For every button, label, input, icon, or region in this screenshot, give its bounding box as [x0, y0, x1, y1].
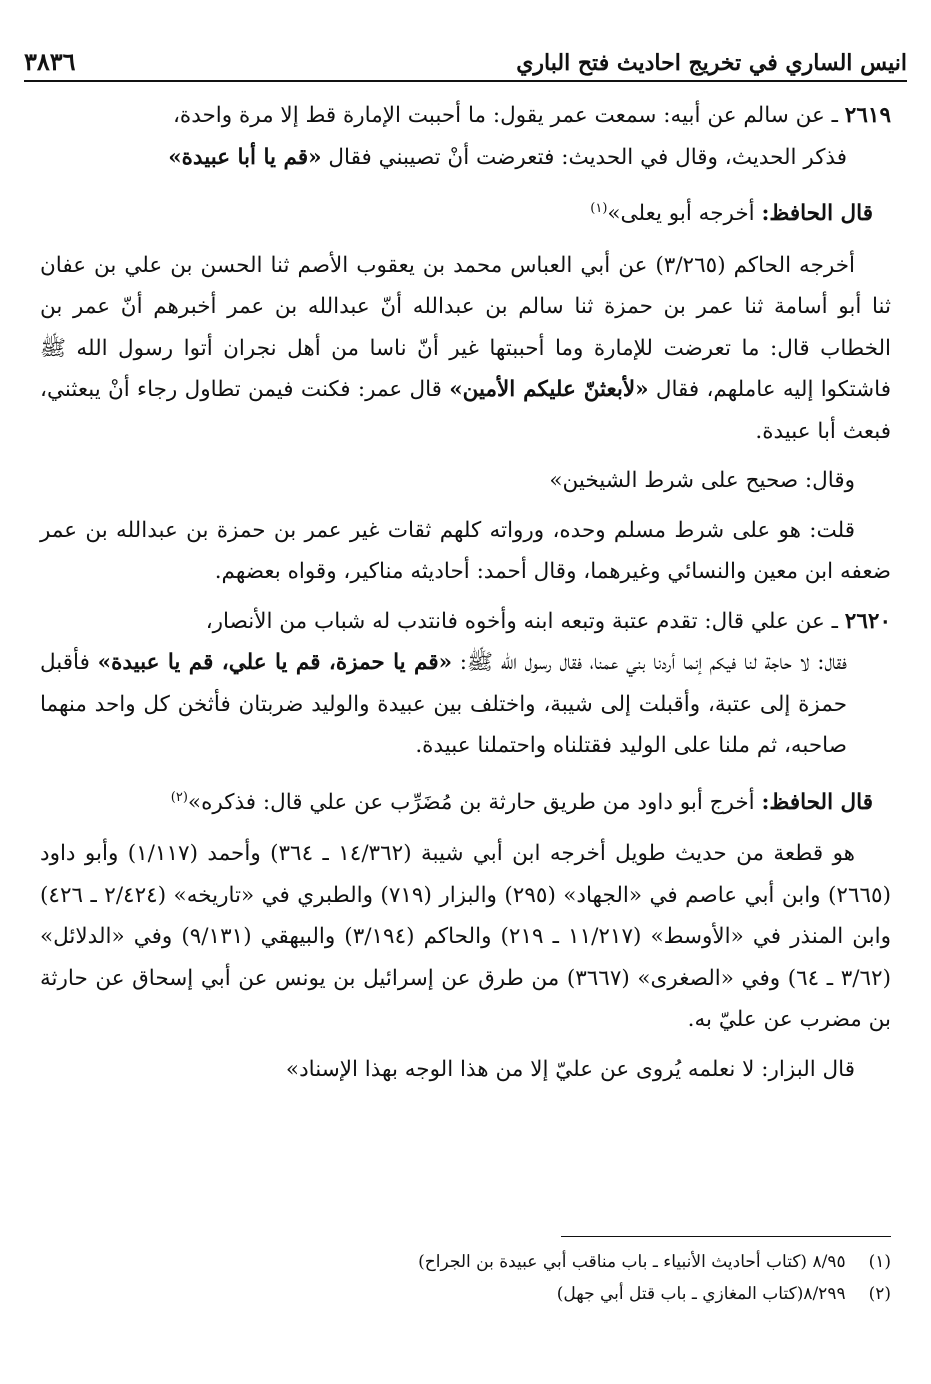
footnotes [40, 1246, 891, 1310]
takhrij-paragraph-4: هو قطعة من حديث طويل أخرجه ابن أبي شيبة (١٤/٣٦٢ ـ ٣٦٤) وأحمد (١/١١٧) وأبو داود (٢٦٦٥) وابن أبي عاصم في «الجهاد» (٢٩٥) والبزار (٧١٩) والطبري في «تاريخه» (٢/٤٢٤ ـ ٤٢٦) وابن المنذر في «الأوسط» (١١/٢١٧ ـ ٢١٩) والحاكم (٣/١٩٤) والبيهقي (٩/١٣١) وفي «الدلائل» (٣/٦٢ ـ ٦٤) وفي «الصغرى» (٣٦٦٧) من طرق عن إسرائيل بن يونس عن أبي إسحاق عن حارثة بن مضرب عن عليّ به. [40, 841, 892, 1033]
footnote-text: ٨/٢٩٩(كتاب المغازي ـ باب قتل أبي جهل) [556, 1284, 846, 1304]
hadith-number: ٢٦٢٠ [844, 608, 891, 634]
footnote-2 [40, 1278, 891, 1310]
hafidh-label: قال الحافظ: [761, 201, 873, 227]
hafidh-label: قال الحافظ: [761, 789, 873, 815]
hadith-2620 [40, 601, 891, 767]
footnote-divider [561, 1236, 891, 1237]
hafidh-statement-1 [40, 188, 891, 235]
hadith-2619 [40, 95, 891, 178]
prophetic-quote: «لأبعثنّ عليكم الأمين» [449, 377, 649, 403]
footnote-ref-2: (٢) [170, 789, 188, 805]
takhrij-paragraph-5: قال البزار: لا نعلمه يُروى عن عليّ إلا من هذا الوجه بهذا الإسناد» [285, 1056, 855, 1082]
book-title: انيس الساري في تخريج احاديث فتح الباري [516, 50, 907, 76]
footnote-number: (١) [868, 1252, 891, 1272]
paragraph-text: قال عمر: فكنت فيمن تطاول رجاء أنْ يبعثني، فبعث أبا عبيدة. [40, 377, 891, 444]
page-header [24, 34, 907, 82]
hafidh-statement-2 [40, 777, 891, 824]
hadith-text: فذكر الحديث، وقال في الحديث: فتعرضت أنْ تصيبني فقال [328, 144, 847, 170]
takhrij-paragraph-2: وقال: صحيح على شرط الشيخين» [549, 468, 855, 494]
hadith-text: فقال: لا حاجة لنا فيكم إنما أردنا بني عمنا، فقال رسول الله ﷺ: [459, 650, 847, 676]
footnote-number: (٢) [868, 1284, 891, 1304]
hadith-text: فأقبل حمزة إلى عتبة، وأقبلت إلى شيبة، واختلف بين عبيدة والوليد ضربتان فأثخن كل واحد منهما صاحبه، ثم ملنا على الوليد فقتلناه واحتملنا عبيدة. [40, 650, 847, 759]
takhrij-paragraph-1 [40, 245, 891, 453]
prophetic-quote: «قم يا حمزة، قم يا علي، قم يا عبيدة» [97, 650, 453, 676]
footnote-ref-1: (١) [590, 201, 608, 216]
footnote-1 [40, 1246, 891, 1278]
hadith-text: ـ عن علي قال: تقدم عتبة وتبعه ابنه وأخوه فانتدب له شباب من الأنصار، [205, 608, 838, 634]
hafidh-text: أخرجه أبو يعلى» [607, 201, 755, 227]
hadith-number: ٢٦١٩ [844, 103, 891, 128]
hafidh-text: أخرج أبو داود من طريق حارثة بن مُضَرِّب عن علي قال: فذكره» [187, 789, 755, 815]
prophetic-quote: «قم يا أبا عبيدة» [168, 144, 322, 170]
footnote-text: ٨/٩٥ (كتاب أحاديث الأنبياء ـ باب مناقب أبي عبيدة بن الجراح) [418, 1252, 846, 1272]
page-body [40, 95, 891, 1098]
hadith-text: ـ عن سالم عن أبيه: سمعت عمر يقول: ما أحببت الإمارة قط إلا مرة واحدة، [172, 103, 838, 128]
page-number: ٣٨٣٦ [24, 47, 76, 76]
takhrij-paragraph-3: قلت: هو على شرط مسلم وحده، ورواته كلهم ثقات غير عمر بن حمزة بن عبدالله بن عمر ضعفه ابن معين والنسائي وغيرهما، وقال أحمد: أحاديثه مناكير، وقواه بعضهم. [40, 517, 891, 585]
paragraph-text: أخرجه الحاكم (٣/٢٦٥) عن أبي العباس محمد بن يعقوب الأصم ثنا الحسن بن علي بن عفان ثنا أبو أسامة ثنا عمر بن حمزة ثنا سالم بن عبدالله أنّ عبدالله بن عمر أخبرهم أنّ عمر بن الخطاب قال: ما تعرضت للإمارة وما أحببتها غير أنّ ناسا من أهل نجران أتوا رسول الله ﷺ فاشتكوا إليه عاملهم، فقال [40, 252, 891, 403]
